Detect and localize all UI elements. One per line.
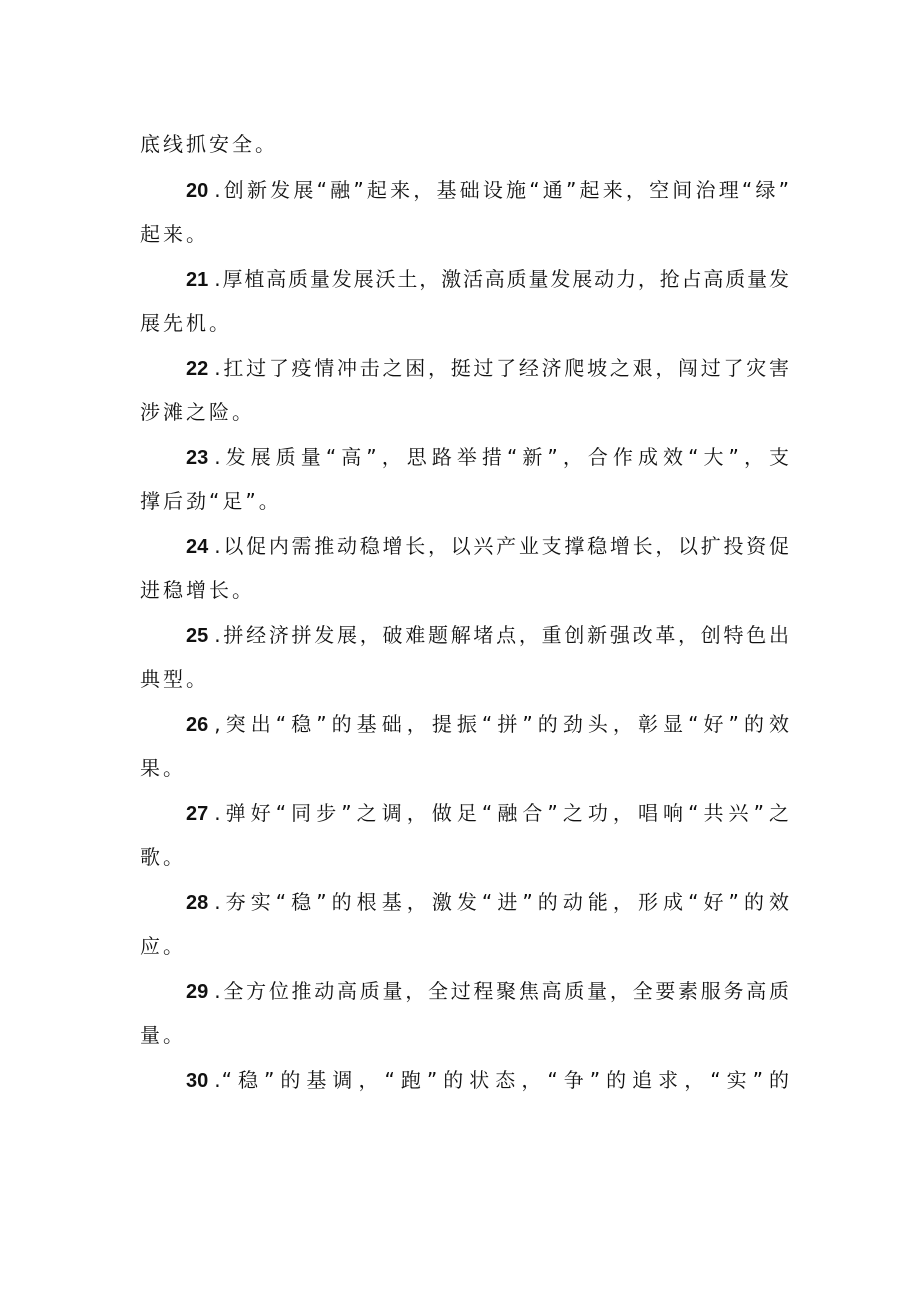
item-24-line-1 bbox=[186, 530, 790, 562]
item-number: 25 bbox=[186, 625, 209, 647]
item-number: 22 bbox=[186, 358, 209, 380]
item-text: .“稳”的基调，“跑”的状态，“争”的追求，“实”的 bbox=[214, 1068, 790, 1092]
item-25-line-1 bbox=[186, 619, 790, 651]
item-26-line-1 bbox=[186, 708, 790, 740]
item-22-line-2: 涉滩之险。 bbox=[140, 400, 255, 424]
item-number: 29 bbox=[186, 981, 209, 1003]
item-number: 26 bbox=[186, 714, 209, 736]
item-20-line-2: 起来。 bbox=[140, 222, 209, 246]
item-25-line-2: 典型。 bbox=[140, 667, 209, 691]
item-text: .厚植高质量发展沃土，激活高质量发展动力，抢占高质量发 bbox=[214, 267, 790, 291]
item-number: 23 bbox=[186, 447, 209, 469]
item-number: 24 bbox=[186, 536, 209, 558]
item-21-line-1 bbox=[186, 263, 790, 295]
item-22-line-1 bbox=[186, 352, 790, 384]
item-text: ,突出“稳”的基础，提振“拼”的劲头，彰显“好”的效 bbox=[214, 712, 790, 736]
item-23-line-2: 撑后劲“足”。 bbox=[140, 489, 282, 513]
item-number: 27 bbox=[186, 803, 209, 825]
item-text: .弹好“同步”之调，做足“融合”之功，唱响“共兴”之 bbox=[214, 801, 790, 825]
item-text: .夯实“稳”的根基，激发“进”的动能，形成“好”的效 bbox=[214, 890, 790, 914]
item-text: .创新发展“融”起来，基础设施“通”起来，空间治理“绿” bbox=[214, 178, 790, 202]
item-27-line-1 bbox=[186, 797, 790, 829]
item-text: .扛过了疫情冲击之困，挺过了经济爬坡之艰，闯过了灾害 bbox=[214, 356, 790, 380]
item-text: .拼经济拼发展，破难题解堵点，重创新强改革，创特色出 bbox=[214, 623, 790, 647]
item-20-line-1 bbox=[186, 174, 790, 206]
item-text: .以促内需推动稳增长，以兴产业支撑稳增长，以扩投资促 bbox=[214, 534, 790, 558]
item-number: 30 bbox=[186, 1070, 209, 1092]
item-21-line-2: 展先机。 bbox=[140, 311, 232, 335]
item-23-line-1 bbox=[186, 441, 790, 473]
item-24-line-2: 进稳增长。 bbox=[140, 578, 255, 602]
item-28-line-1 bbox=[186, 886, 790, 918]
item-28-line-2: 应。 bbox=[140, 934, 186, 958]
item-number: 21 bbox=[186, 269, 209, 291]
item-27-line-2: 歌。 bbox=[140, 845, 186, 869]
item-text: .全方位推动高质量，全过程聚焦高质量，全要素服务高质 bbox=[214, 979, 790, 1003]
item-number: 20 bbox=[186, 180, 209, 202]
item-29-line-2: 量。 bbox=[140, 1023, 186, 1047]
item-26-line-2: 果。 bbox=[140, 756, 186, 780]
item-30-line-1 bbox=[186, 1064, 790, 1096]
item-29-line-1 bbox=[186, 975, 790, 1007]
item-number: 28 bbox=[186, 892, 209, 914]
item-text: .发展质量“高”，思路举措“新”，合作成效“大”，支 bbox=[214, 445, 790, 469]
lead-continuation-line: 底线抓安全。 bbox=[140, 132, 278, 156]
